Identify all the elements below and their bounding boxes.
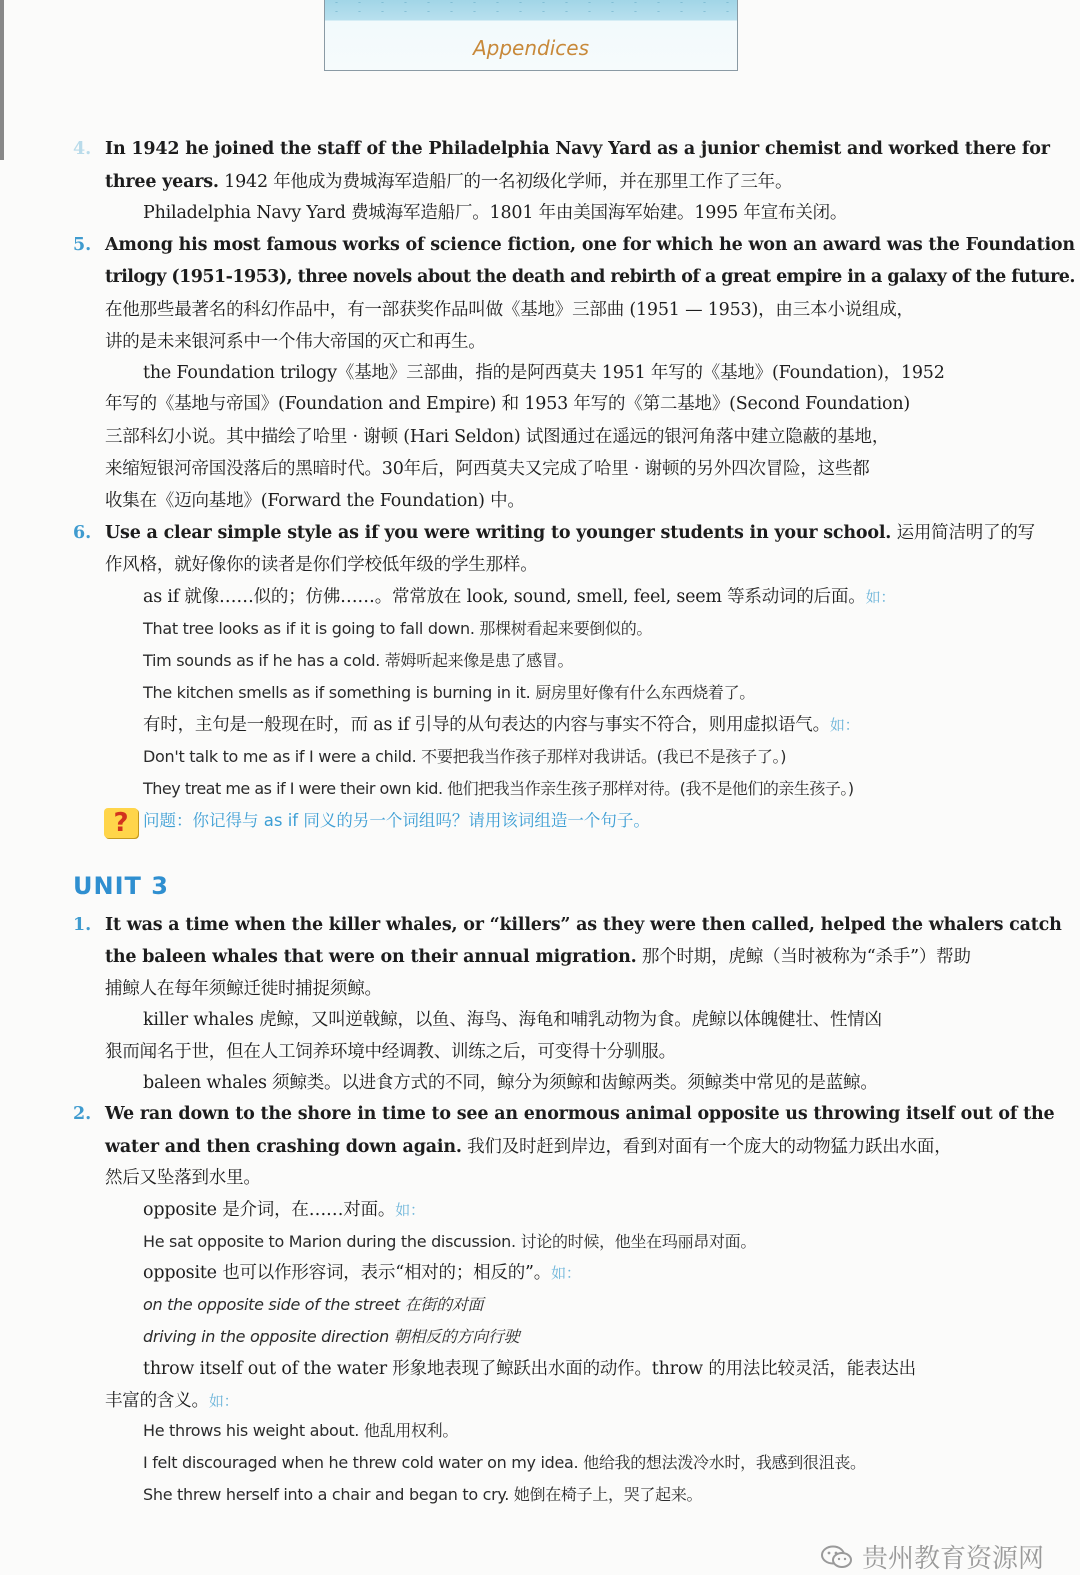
translation-line: 在他那些最著名的科幻作品中，有一部获奖作品叫做《基地》三部曲 (1951 — 1953)，由三本小说组成，: [105, 300, 914, 320]
question-prompt: 问题：你记得与 as if 同义的另一个词组吗？请用该词组造一个句子。: [143, 811, 650, 830]
note-line: throw itself out of the water 形象地表现了鲸跃出水面的动作。throw 的用法比较灵活，能表达出: [143, 1359, 916, 1379]
translation-line: 讲的是未来银河系中一个伟大帝国的灭亡和再生。: [105, 332, 486, 352]
header-title: Appendices: [472, 36, 590, 60]
question-mark-icon: ?: [104, 808, 138, 838]
item-line: Use a clear simple style as if you were writing to younger students in your school. 运用简洁明了的写: [105, 523, 1035, 543]
note-line: the Foundation trilogy《基地》三部曲，指的是阿西莫夫 1951 年写的《基地》(Foundation)，1952: [143, 363, 945, 383]
note-line: killer whales 虎鲸，又叫逆戟鲸，以鱼、海鸟、海龟和哺乳动物为食。虎鲸以体魄健壮、性情凶: [143, 1010, 882, 1030]
item-line: We ran down to the shore in time to see an enormous animal opposite us throwing itself out of the: [105, 1104, 1055, 1124]
item-number: 1.: [73, 915, 92, 935]
example-sentence: They treat me as if I were their own kid. 他们把我当作亲生孩子那样对待。(我不是他们的亲生孩子。): [143, 779, 854, 798]
item-line: Among his most famous works of science fiction, one for which he won an award was the Foundation: [105, 235, 1075, 255]
example-sentence: Don't talk to me as if I were a child. 不要把我当作孩子那样对我讲话。(我已不是孩子了。): [143, 747, 787, 766]
item-number: 4.: [73, 139, 92, 159]
example-sentence: She threw herself into a chair and began to cry. 她倒在椅子上，哭了起来。: [143, 1485, 703, 1504]
note-line: baleen whales 须鲸类。以进食方式的不同，鲸分为须鲸和齿鲸两类。须鲸类中常见的是蓝鲸。: [143, 1073, 878, 1093]
note-line: 狠而闻名于世，但在人工饲养环境中经调教、训练之后，可变得十分驯服。: [105, 1042, 676, 1062]
note-line: Philadelphia Navy Yard 费城海军造船厂。1801 年由美国海军始建。1995 年宣布关闭。: [143, 203, 848, 223]
item-number: 6.: [73, 523, 92, 543]
example-sentence: The kitchen smells as if something is burning in it. 厨房里好像有什么东西烧着了。: [143, 683, 755, 702]
note-line: opposite 也可以作形容词，表示“相对的；相反的”。如：: [143, 1263, 581, 1283]
note-line: 有时，主句是一般现在时，而 as if 引导的从句表达的内容与事实不符合，则用虚拟语气。如：: [143, 715, 860, 735]
note-line: 年写的《基地与帝国》(Foundation and Empire) 和 1953 年写的《第二基地》(Second Foundation): [105, 394, 911, 414]
translation-line: 作风格，就好像你的读者是你们学校低年级的学生那样。: [105, 555, 538, 575]
note-line: 三部科幻小说。其中描绘了哈里 · 谢顿 (Hari Seldon) 试图通过在遥远的银河角落中建立隐蔽的基地，: [105, 427, 890, 447]
example-sentence: I felt discouraged when he threw cold water on my idea. 他给我的想法泼冷水时，我感到很沮丧。: [143, 1453, 866, 1472]
translation-line: 捕鲸人在每年须鲸迁徙时捕捉须鲸。: [105, 979, 382, 999]
watermark: [820, 1538, 1044, 1575]
note-line: 丰富的含义。如：: [105, 1391, 239, 1411]
item-line: water and then crashing down again. 我们及时赶到岸边，看到对面有一个庞大的动物猛力跃出水面，: [105, 1137, 952, 1157]
watermark-text: 贵州教育资源网: [861, 1544, 1044, 1574]
example-phrase: on the opposite side of the street 在街的对面: [143, 1295, 484, 1314]
note-line: 来缩短银河帝国没落后的黑暗时代。30年后，阿西莫夫又完成了哈里 · 谢顿的另外四次冒险，这些都: [105, 459, 870, 479]
item-number: 5.: [73, 235, 92, 255]
example-phrase: driving in the opposite direction 朝相反的方向行驶: [143, 1327, 520, 1346]
example-sentence: He throws his weight about. 他乱用权利。: [143, 1421, 459, 1440]
note-line: as if 就像……似的；仿佛……。常常放在 look, sound, smell, feel, seem 等系动词的后面。如：: [143, 587, 896, 607]
item-line: In 1942 he joined the staff of the Philadelphia Navy Yard as a junior chemist and worked there for: [105, 139, 1050, 159]
translation-line: 然后又坠落到水里。: [105, 1168, 261, 1188]
unit-title: UNIT 3: [73, 872, 169, 900]
item-line: trilogy (1951-1953), three novels about the death and rebirth of a great empire in a galaxy of the future.: [105, 267, 1075, 287]
item-line: It was a time when the killer whales, or “killers” as they were then called, helped the whalers catch: [105, 915, 1062, 935]
example-sentence: That tree looks as if it is going to fall down. 那棵树看起来要倒似的。: [143, 619, 653, 638]
example-sentence: He sat opposite to Marion during the discussion. 讨论的时候，他坐在玛丽昂对面。: [143, 1232, 757, 1251]
note-line: 收集在《迈向基地》(Forward the Foundation) 中。: [105, 491, 525, 511]
item-line: the baleen whales that were on their annual migration. 那个时期，虎鲸（当时被称为“杀手”）帮助: [105, 947, 971, 967]
item-number: 2.: [73, 1104, 92, 1124]
item-line: three years. 1942 年他成为费城海军造船厂的一名初级化学师，并在那里工作了三年。: [105, 172, 793, 192]
wechat-icon: [820, 1545, 854, 1569]
example-sentence: Tim sounds as if he has a cold. 蒂姆听起来像是患了感冒。: [143, 651, 574, 670]
note-line: opposite 是介词，在……对面。如：: [143, 1200, 425, 1220]
